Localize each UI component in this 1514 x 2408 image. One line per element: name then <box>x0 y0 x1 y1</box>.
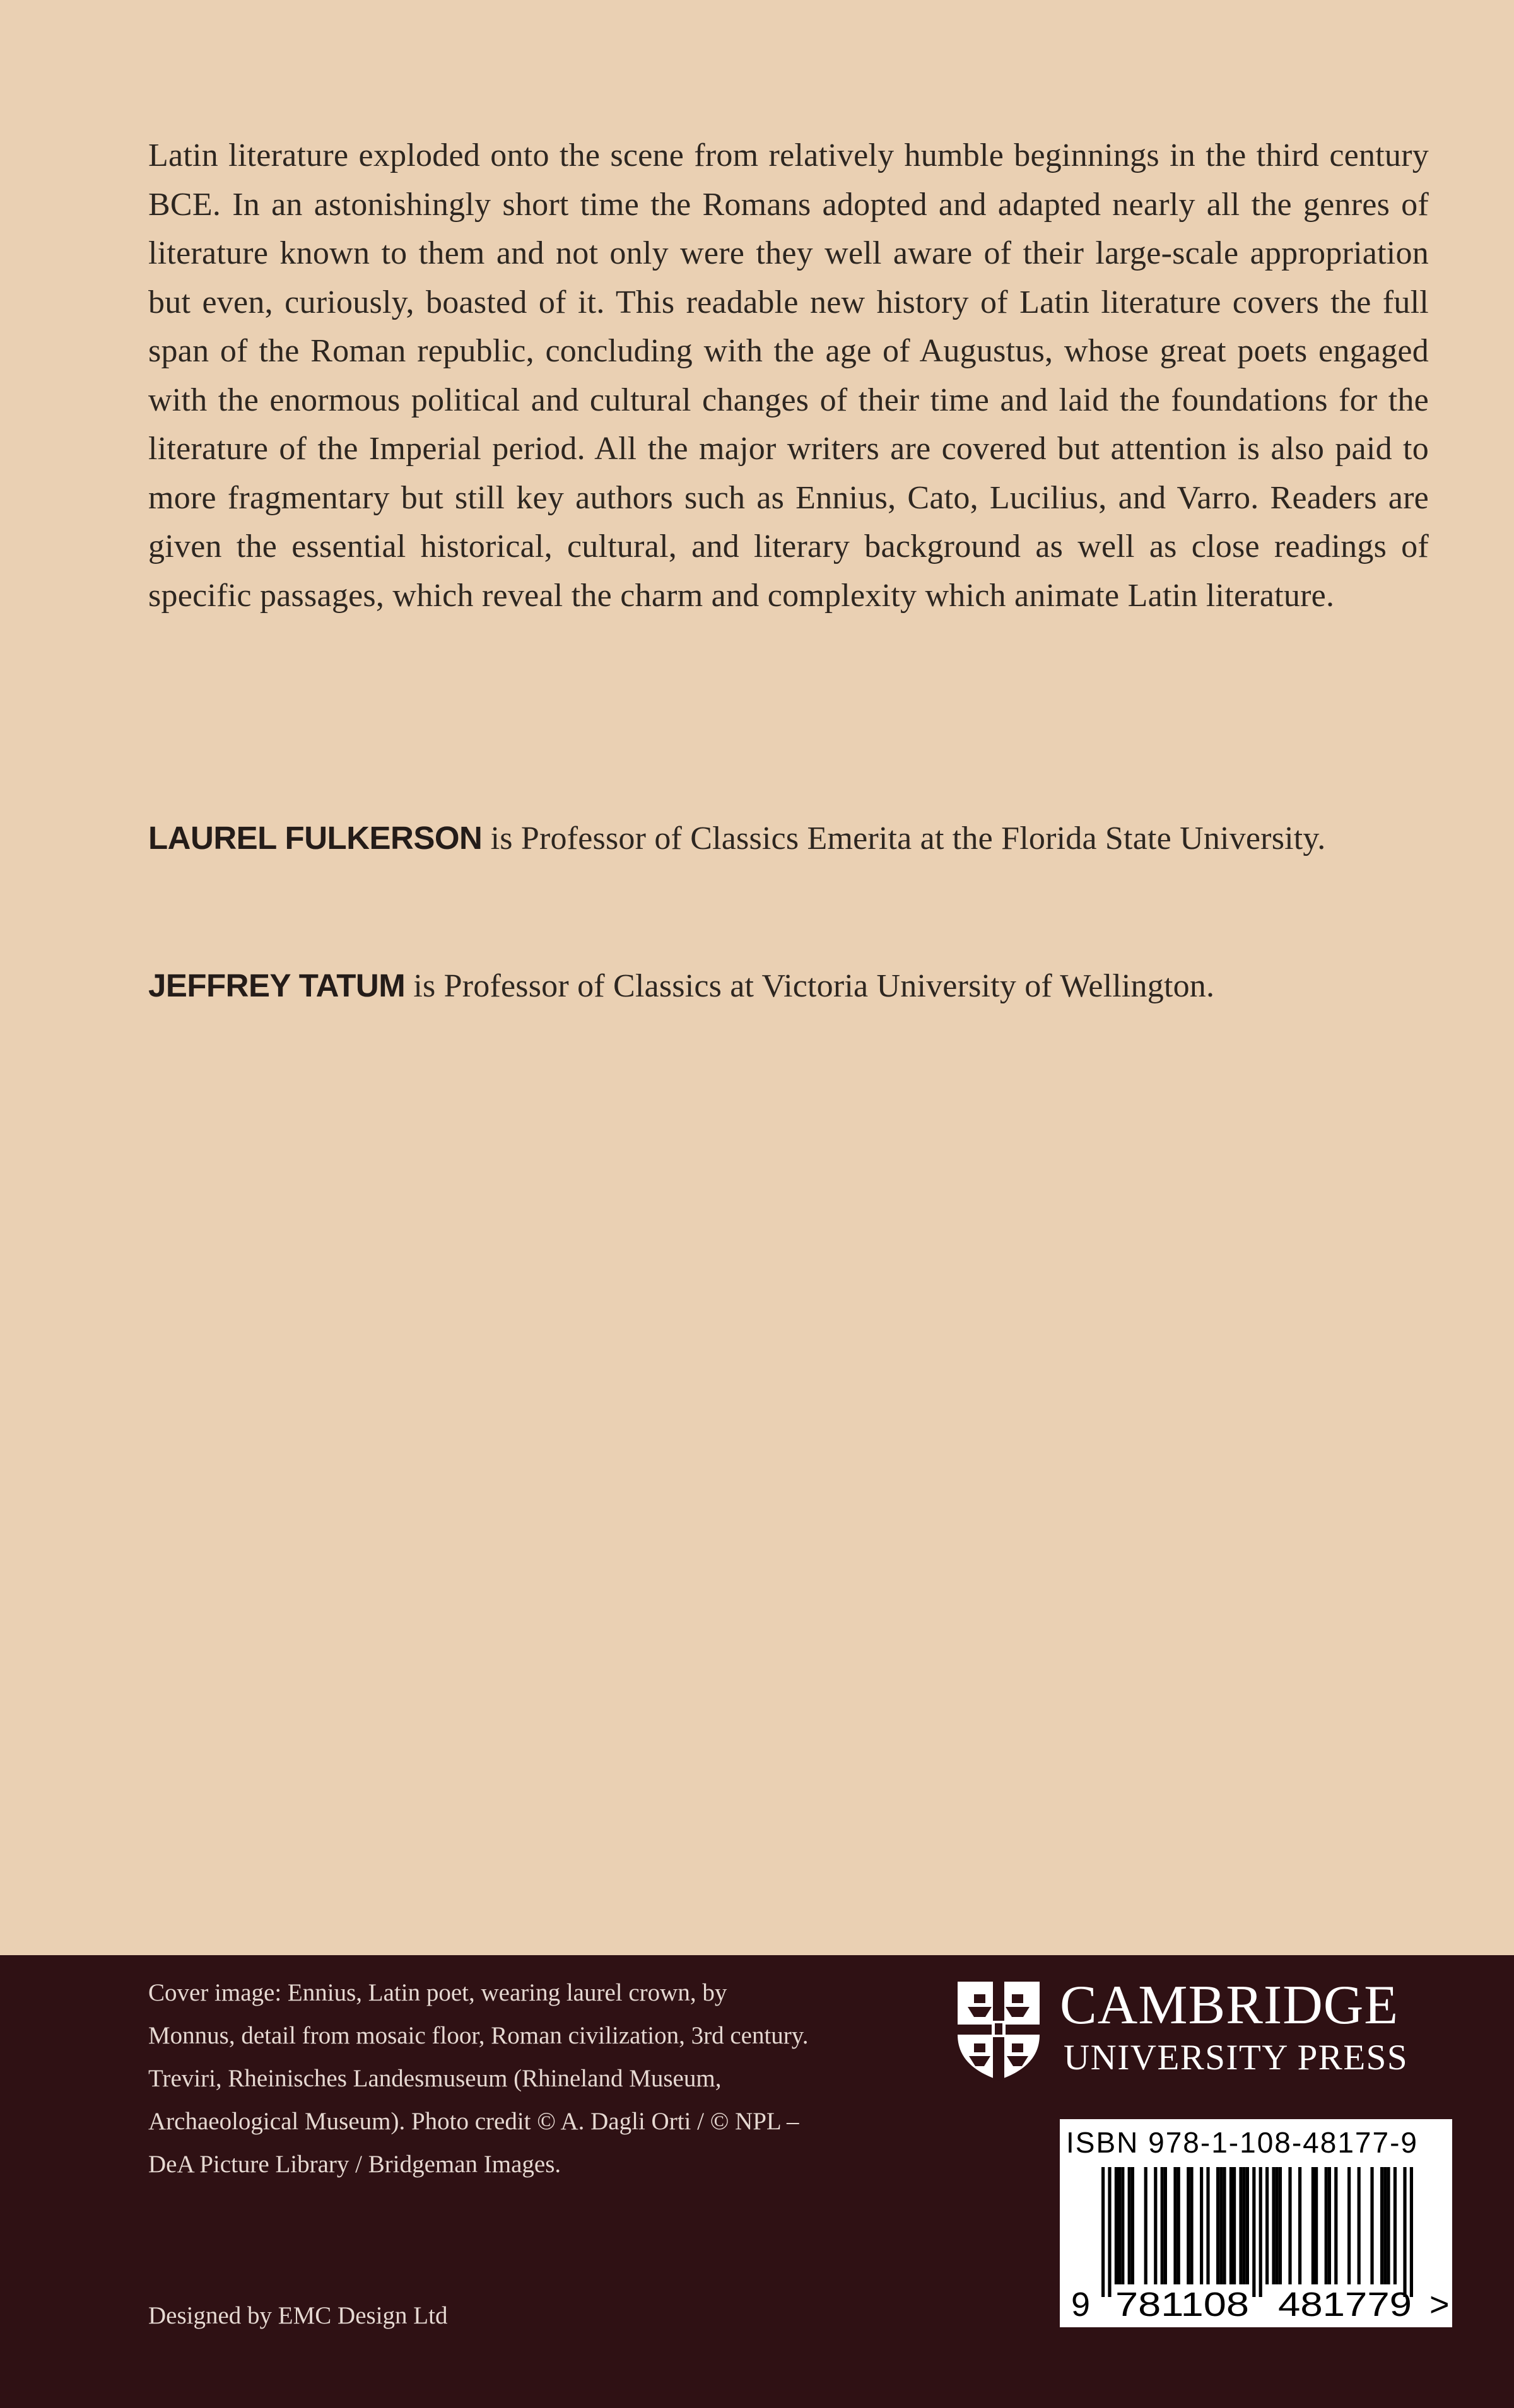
barcode-bar <box>1128 2167 1131 2284</box>
barcode-bar <box>1380 2167 1383 2284</box>
barcode-bar <box>1403 2167 1406 2297</box>
barcode-bar <box>1118 2167 1121 2284</box>
barcode-quiet-zone-mark: > <box>1429 2286 1450 2323</box>
designer-credit: Designed by EMC Design Ltd <box>148 2302 448 2329</box>
barcode-left-group: 781108 <box>1115 2286 1249 2323</box>
barcode-bar <box>1154 2167 1157 2284</box>
barcode-bar <box>1219 2167 1223 2284</box>
barcode-bar <box>1190 2167 1193 2284</box>
barcode-bar <box>1243 2167 1246 2284</box>
barcode-bar <box>1177 2167 1180 2284</box>
barcode-bar <box>1115 2167 1118 2284</box>
barcode-bar <box>1206 2167 1209 2284</box>
author-description-2: is Professor of Classics at Victoria University of Wellington. <box>413 968 1215 1004</box>
barcode-bar <box>1347 2167 1351 2284</box>
author-name-2: JEFFREY TATUM <box>148 967 406 1003</box>
barcode-bar <box>1187 2167 1190 2284</box>
barcode-first-digit: 9 <box>1071 2286 1091 2323</box>
barcode-bar <box>1312 2167 1315 2284</box>
barcode-bar <box>1394 2167 1397 2284</box>
barcode-bar <box>1358 2167 1361 2284</box>
author-description-1: is Professor of Classics Emerita at the Florida State University. <box>490 821 1326 856</box>
barcode-right-group: 481779 <box>1278 2286 1412 2323</box>
barcode-bar <box>1298 2167 1301 2284</box>
isbn-label: ISBN 978-1-108-48177-9 <box>1066 2126 1418 2159</box>
barcode-bar <box>1272 2167 1275 2284</box>
barcode-bar <box>1334 2167 1337 2284</box>
barcode-bar <box>1223 2167 1226 2284</box>
barcode-bars <box>1101 2167 1413 2297</box>
barcode-bar <box>1200 2167 1203 2284</box>
barcode-bar <box>1131 2167 1134 2284</box>
barcode-bar <box>1239 2167 1242 2284</box>
publisher-subtitle: UNIVERSITY PRESS <box>1064 2038 1409 2078</box>
barcode-bar <box>1164 2167 1167 2284</box>
barcode-bar <box>1325 2167 1328 2284</box>
barcode-bar <box>1410 2167 1413 2297</box>
publisher-name: CAMBRIDGE <box>1060 1975 1399 2036</box>
barcode-bar <box>1233 2167 1236 2284</box>
barcode-bar <box>1229 2167 1233 2284</box>
barcode-bar <box>1279 2167 1282 2284</box>
barcode-bar <box>1265 2167 1269 2284</box>
barcode-bar <box>1252 2167 1255 2297</box>
barcode-bar <box>1121 2167 1124 2284</box>
barcode-bar <box>1108 2167 1111 2297</box>
barcode-bar <box>1161 2167 1164 2284</box>
barcode-bar <box>1315 2167 1318 2284</box>
barcode-bar <box>1383 2167 1387 2284</box>
isbn-barcode <box>1060 2119 1452 2327</box>
barcode-bar <box>1276 2167 1279 2284</box>
barcode-bar <box>1288 2167 1291 2284</box>
barcode-bar <box>1387 2167 1390 2284</box>
cambridge-crest-icon <box>955 1979 1042 2083</box>
barcode-bar <box>1173 2167 1177 2284</box>
barcode-bar <box>1144 2167 1147 2284</box>
barcode-bar <box>1101 2167 1105 2297</box>
author-bio-2 <box>148 961 1378 1010</box>
barcode-bar <box>1328 2167 1331 2284</box>
barcode-bar <box>1216 2167 1219 2284</box>
author-name-1: LAUREL FULKERSON <box>148 820 483 856</box>
cover-image-credit: Cover image: Ennius, Latin poet, wearing laurel crown, by Monnus, detail from mosaic floor, Roman civilization, 3rd century. Treviri, Rheinisches Landesmuseum (Rhineland Museum, Archaeological Museum). Photo credit © A. Dagli Orti / © NPL – DeA Picture Library / Bridgeman Images. <box>148 1979 809 2178</box>
author-bio-1 <box>148 814 1378 863</box>
barcode-bar <box>1259 2167 1262 2297</box>
barcode-bar <box>1370 2167 1373 2284</box>
barcode-bar <box>1246 2167 1249 2284</box>
book-description: Latin literature exploded onto the scene from relatively humble beginnings in the third century BCE. In an astonishingly short time the Romans adopted and adapted nearly all the genres of literature known to them and not only were they well aware of their large-scale appropriation but even, curiously, boasted of it. This readable new history of Latin literature covers the full span of the Roman republic, concluding with the age of Augustus, whose great poets engaged with the enormous political and cultural changes of their time and laid the foundations for the literature of the Imperial period. All the major writers are covered but attention is also paid to more fragmentary but still key authors such as Ennius, Cato, Lucilius, and Varro. Readers are given the essential historical, cultural, and literary background as well as close readings of specific passages, which reveal the charm and complexity which animate Latin literature. <box>148 137 1429 614</box>
